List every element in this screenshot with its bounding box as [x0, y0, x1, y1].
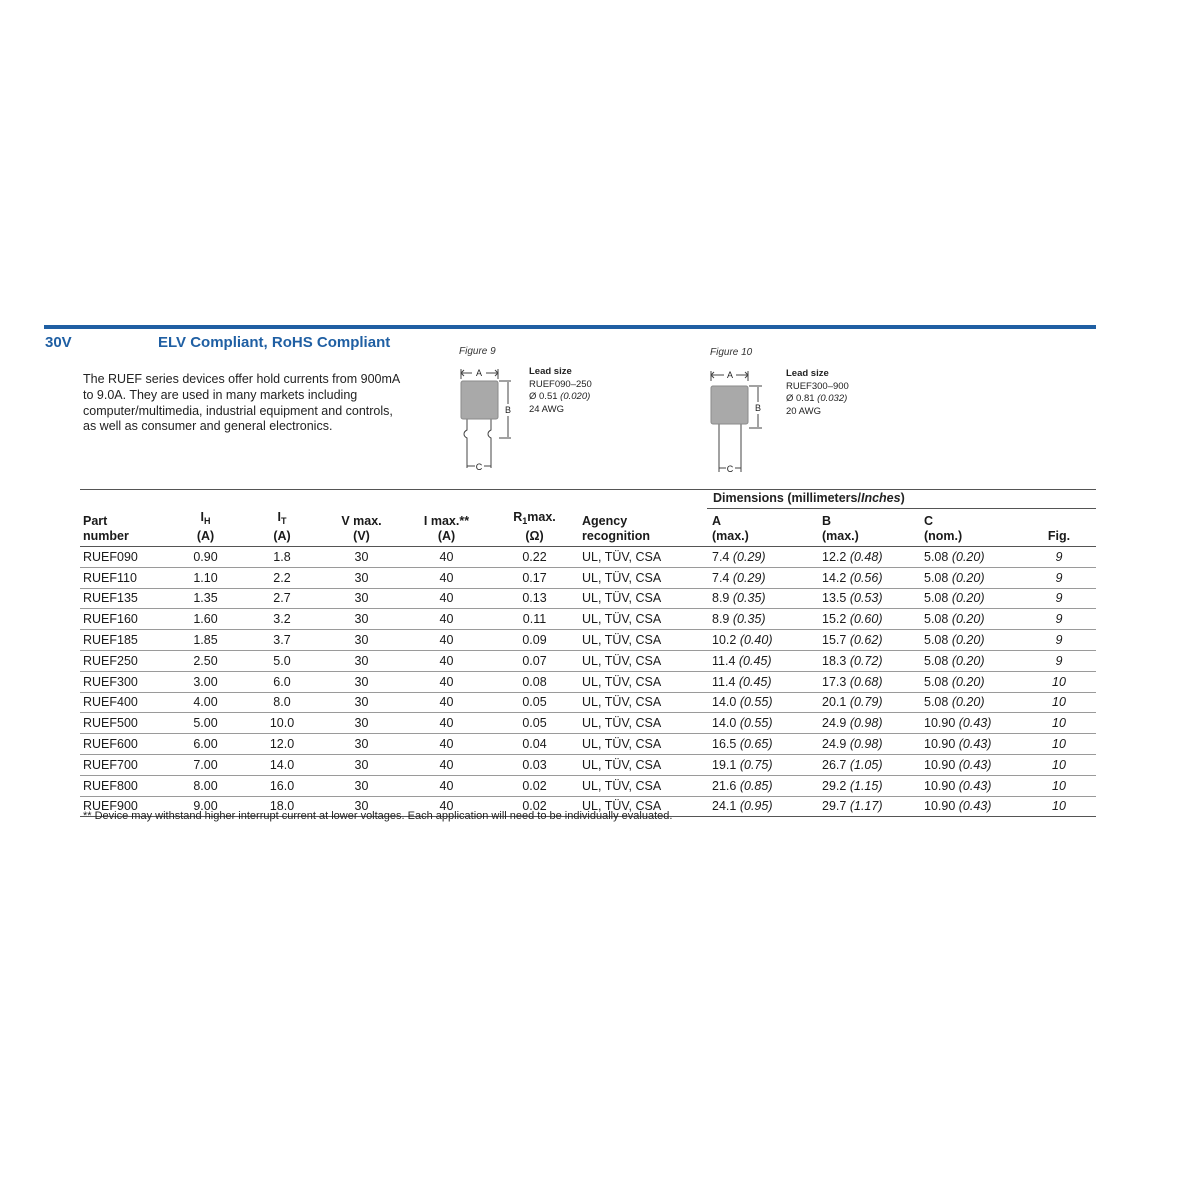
- cell-imax: 40: [439, 716, 454, 731]
- dimensions-header: [713, 491, 905, 505]
- cell-r1max: 0.07: [522, 653, 547, 668]
- cell-it: 16.0: [269, 778, 295, 793]
- cell-vmax: 30: [354, 778, 369, 793]
- cell-fig: 9: [1055, 549, 1063, 564]
- cell-ih: 0.90: [193, 549, 218, 564]
- cell-agency: UL, TÜV, CSA: [582, 757, 662, 772]
- cell-part-number: RUEF110: [83, 570, 137, 585]
- cell-r1max: 0.03: [522, 757, 547, 772]
- figure-9-lead-awg: 24 AWG: [529, 403, 565, 415]
- cell-part-number: RUEF700: [83, 757, 138, 772]
- header-r1max: $R_1\max$. (Ω): [513, 510, 556, 543]
- cell-dim-a: 19.1 (0.75): [712, 757, 773, 772]
- header-rule: [44, 325, 1096, 329]
- figure-10-lead-awg: 20 AWG: [786, 405, 822, 417]
- header-dim-a: A (max.): [712, 514, 749, 543]
- cell-dim-a: 7.4 (0.29): [712, 570, 766, 585]
- compliance-title: ELV Compliant, RoHS Compliant: [158, 334, 391, 351]
- cell-dim-b: 13.5 (0.53): [822, 591, 883, 606]
- cell-dim-c: 5.08 (0.20): [924, 591, 985, 606]
- cell-it: 12.0: [269, 737, 295, 752]
- cell-r1max: 0.02: [522, 799, 547, 814]
- cell-dim-c: 10.90 (0.43): [924, 799, 992, 814]
- figure-9-title: Figure 9: [459, 346, 496, 357]
- header-agency: Agency recognition: [582, 514, 651, 543]
- cell-r1max: 0.09: [522, 633, 547, 648]
- cell-agency: UL, TÜV, CSA: [582, 570, 662, 585]
- cell-vmax: 30: [354, 695, 369, 710]
- cell-dim-c: 10.90 (0.43): [924, 778, 992, 793]
- cell-fig: 9: [1055, 653, 1063, 668]
- cell-dim-a: 24.1 (0.95): [712, 799, 773, 814]
- cell-ih: 5.00: [193, 716, 218, 731]
- cell-it: 10.0: [269, 716, 295, 731]
- cell-imax: 40: [439, 612, 454, 627]
- cell-part-number: RUEF300: [83, 674, 138, 689]
- header-it: $I_T$ (A): [273, 510, 291, 543]
- cell-dim-b: 15.7 (0.62): [822, 633, 883, 648]
- cell-dim-b: 29.2 (1.15): [822, 778, 883, 793]
- cell-fig: 10: [1052, 674, 1066, 689]
- cell-fig: 9: [1055, 591, 1063, 606]
- figure-9-lead-diameter: Ø 0.51: [529, 391, 558, 402]
- header-dim-c: C (nom.): [924, 514, 963, 543]
- cell-vmax: 30: [354, 570, 369, 585]
- figure-10-lead-parts: RUEF300–900: [786, 380, 849, 392]
- cell-dim-b: 24.9 (0.98): [822, 716, 883, 731]
- voltage-label: 30V: [45, 334, 72, 351]
- cell-agency: UL, TÜV, CSA: [582, 778, 662, 793]
- figure-9-label-c: C: [475, 462, 483, 472]
- cell-r1max: 0.11: [522, 612, 547, 627]
- cell-r1max: 0.04: [522, 737, 547, 752]
- dimensions-rule: [707, 508, 1096, 509]
- header-vmax: V max. (V): [341, 514, 382, 543]
- cell-r1max: 0.08: [522, 674, 547, 689]
- figure-9-lead-title: Lead size: [529, 366, 572, 377]
- cell-dim-c: 5.08 (0.20): [924, 653, 985, 668]
- cell-part-number: RUEF135: [83, 591, 138, 606]
- table-row: [80, 734, 1096, 755]
- cell-dim-b: 24.9 (0.98): [822, 737, 883, 752]
- header-ih: $I_H$ (A): [196, 510, 215, 543]
- cell-agency: UL, TÜV, CSA: [582, 612, 662, 627]
- cell-it: 2.2: [273, 570, 291, 585]
- cell-r1max: 0.22: [522, 549, 547, 564]
- table-row: [80, 754, 1096, 775]
- cell-agency: UL, TÜV, CSA: [582, 799, 662, 814]
- cell-r1max: 0.05: [522, 695, 547, 710]
- table-row: [80, 671, 1096, 692]
- cell-it: 3.2: [273, 612, 291, 627]
- cell-ih: 1.10: [193, 570, 218, 585]
- cell-dim-b: 12.2 (0.48): [822, 549, 883, 564]
- dimensions-header-suffix: ): [900, 491, 905, 505]
- table-row: [80, 547, 1096, 568]
- header-imax: I max.** (A): [423, 514, 470, 543]
- cell-imax: 40: [439, 633, 454, 648]
- cell-it: 18.0: [269, 799, 295, 814]
- figure-10-drawing: [706, 366, 772, 476]
- figure-10-label-a: A: [726, 370, 734, 380]
- cell-dim-a: 11.4 (0.45): [712, 674, 772, 689]
- cell-it: 2.7: [273, 591, 291, 606]
- cell-vmax: 30: [354, 737, 369, 752]
- table-row: [80, 609, 1096, 630]
- cell-agency: UL, TÜV, CSA: [582, 674, 662, 689]
- cell-fig: 10: [1052, 737, 1066, 752]
- cell-agency: UL, TÜV, CSA: [582, 549, 662, 564]
- cell-vmax: 30: [354, 653, 369, 668]
- figure-9-lead-inch: (0.020): [560, 391, 591, 402]
- cell-imax: 40: [439, 570, 454, 585]
- cell-r1max: 0.13: [522, 591, 547, 606]
- cell-ih: 7.00: [193, 757, 218, 772]
- cell-fig: 10: [1052, 695, 1066, 710]
- table-row: [80, 713, 1096, 734]
- cell-dim-c: 5.08 (0.20): [924, 549, 985, 564]
- cell-dim-a: 8.9 (0.35): [712, 612, 766, 627]
- table-row: [80, 650, 1096, 671]
- dimensions-header-units: Inches: [860, 491, 901, 505]
- cell-r1max: 0.02: [522, 778, 547, 793]
- cell-part-number: RUEF500: [83, 716, 138, 731]
- footnote: ** Device may withstand higher interrupt current at lower voltages. Each application will need to be individually evaluated.: [83, 810, 673, 822]
- cell-fig: 10: [1052, 778, 1066, 793]
- table-row: [80, 775, 1096, 796]
- cell-dim-a: 10.2 (0.40): [712, 633, 773, 648]
- cell-dim-c: 10.90 (0.43): [924, 757, 992, 772]
- cell-dim-b: 14.2 (0.56): [822, 570, 883, 585]
- cell-dim-a: 14.0 (0.55): [712, 695, 773, 710]
- cell-dim-c: 10.90 (0.43): [924, 716, 992, 731]
- cell-imax: 40: [439, 737, 454, 752]
- cell-dim-a: 7.4 (0.29): [712, 549, 766, 564]
- cell-it: 14.0: [269, 757, 295, 772]
- cell-fig: 9: [1055, 612, 1063, 627]
- cell-vmax: 30: [354, 674, 369, 689]
- cell-part-number: RUEF160: [83, 612, 138, 627]
- cell-dim-b: 29.7 (1.17): [822, 799, 883, 814]
- cell-imax: 40: [439, 591, 454, 606]
- cell-agency: UL, TÜV, CSA: [582, 737, 662, 752]
- figure-10-title: Figure 10: [710, 347, 753, 358]
- header-fig: Fig.: [1047, 529, 1071, 543]
- cell-part-number: RUEF600: [83, 737, 138, 752]
- header-part-number: Part number: [83, 514, 129, 543]
- cell-ih: 6.00: [193, 737, 218, 752]
- cell-dim-c: 5.08 (0.20): [924, 674, 985, 689]
- cell-it: 5.0: [273, 653, 291, 668]
- table-row: [80, 588, 1096, 609]
- cell-fig: 9: [1055, 570, 1063, 585]
- figure-10-lead-inch: (0.032): [817, 393, 848, 404]
- cell-ih: 8.00: [193, 778, 218, 793]
- cell-fig: 10: [1052, 716, 1066, 731]
- cell-dim-b: 26.7 (1.05): [822, 757, 883, 772]
- cell-dim-a: 8.9 (0.35): [712, 591, 766, 606]
- cell-ih: 9.00: [193, 799, 218, 814]
- cell-dim-b: 15.2 (0.60): [822, 612, 883, 627]
- table-row: [80, 692, 1096, 713]
- cell-vmax: 30: [354, 799, 369, 814]
- cell-vmax: 30: [354, 716, 369, 731]
- cell-part-number: RUEF185: [83, 633, 138, 648]
- intro-paragraph: The RUEF series devices offer hold currents from 900mA to 9.0A. They are used in many markets including computer/multimedia, industrial equipment and controls, as well as consumer and general electronics.: [83, 372, 400, 434]
- cell-imax: 40: [439, 799, 454, 814]
- cell-ih: 1.35: [193, 591, 218, 606]
- cell-dim-b: 17.3 (0.68): [822, 674, 883, 689]
- cell-ih: 3.00: [193, 674, 218, 689]
- cell-dim-a: 16.5 (0.65): [712, 737, 773, 752]
- cell-it: 3.7: [273, 633, 291, 648]
- cell-vmax: 30: [354, 549, 369, 564]
- cell-agency: UL, TÜV, CSA: [582, 653, 662, 668]
- cell-vmax: 30: [354, 757, 369, 772]
- cell-it: 6.0: [273, 674, 291, 689]
- cell-ih: 1.60: [193, 612, 218, 627]
- cell-imax: 40: [439, 695, 454, 710]
- cell-it: 8.0: [273, 695, 291, 710]
- cell-dim-c: 5.08 (0.20): [924, 570, 985, 585]
- header-dim-b: B (max.): [822, 514, 859, 543]
- cell-agency: UL, TÜV, CSA: [582, 695, 662, 710]
- figure-9-drawing: [455, 364, 521, 474]
- cell-r1max: 0.17: [522, 570, 547, 585]
- cell-agency: UL, TÜV, CSA: [582, 716, 662, 731]
- table-row: [80, 567, 1096, 588]
- cell-vmax: 30: [354, 612, 369, 627]
- cell-ih: 4.00: [193, 695, 218, 710]
- figure-10-label-b: B: [754, 403, 762, 413]
- figure-9-lead-parts: RUEF090–250: [529, 378, 592, 390]
- cell-part-number: RUEF090: [83, 549, 138, 564]
- cell-part-number: RUEF400: [83, 695, 138, 710]
- figure-10-label-c: C: [726, 464, 734, 474]
- table-header-row: [80, 510, 1096, 547]
- table-row: [80, 630, 1096, 651]
- cell-dim-c: 10.90 (0.43): [924, 737, 992, 752]
- figure-10-lead-title: Lead size: [786, 368, 829, 379]
- figure-9-lead-info: [529, 366, 592, 416]
- dimensions-header-prefix: Dimensions (millimeters/: [713, 491, 861, 505]
- cell-imax: 40: [439, 778, 454, 793]
- cell-fig: 9: [1055, 633, 1063, 648]
- cell-r1max: 0.05: [522, 716, 547, 731]
- cell-imax: 40: [439, 757, 454, 772]
- cell-agency: UL, TÜV, CSA: [582, 591, 662, 606]
- cell-imax: 40: [439, 674, 454, 689]
- cell-dim-a: 14.0 (0.55): [712, 716, 773, 731]
- figure-10-lead-diameter: Ø 0.81: [786, 393, 815, 404]
- cell-dim-b: 18.3 (0.72): [822, 653, 883, 668]
- cell-dim-a: 11.4 (0.45): [712, 653, 772, 668]
- cell-dim-b: 20.1 (0.79): [822, 695, 883, 710]
- cell-agency: UL, TÜV, CSA: [582, 633, 662, 648]
- cell-dim-a: 21.6 (0.85): [712, 778, 773, 793]
- cell-dim-c: 5.08 (0.20): [924, 612, 985, 627]
- cell-ih: 1.85: [193, 633, 218, 648]
- cell-fig: 10: [1052, 757, 1066, 772]
- cell-it: 1.8: [273, 549, 291, 564]
- figure-9-label-a: A: [475, 368, 483, 378]
- cell-part-number: RUEF900: [83, 799, 138, 814]
- cell-part-number: RUEF250: [83, 653, 138, 668]
- figure-9-label-b: B: [504, 405, 512, 415]
- cell-part-number: RUEF800: [83, 778, 138, 793]
- figure-10-lead-info: [786, 368, 849, 418]
- cell-vmax: 30: [354, 633, 369, 648]
- cell-dim-c: 5.08 (0.20): [924, 695, 985, 710]
- cell-vmax: 30: [354, 591, 369, 606]
- cell-imax: 40: [439, 549, 454, 564]
- cell-dim-c: 5.08 (0.20): [924, 633, 985, 648]
- table-top-rule: [80, 489, 1096, 490]
- cell-fig: 10: [1052, 799, 1066, 814]
- cell-imax: 40: [439, 653, 454, 668]
- cell-ih: 2.50: [193, 653, 218, 668]
- spec-table: [80, 510, 1096, 817]
